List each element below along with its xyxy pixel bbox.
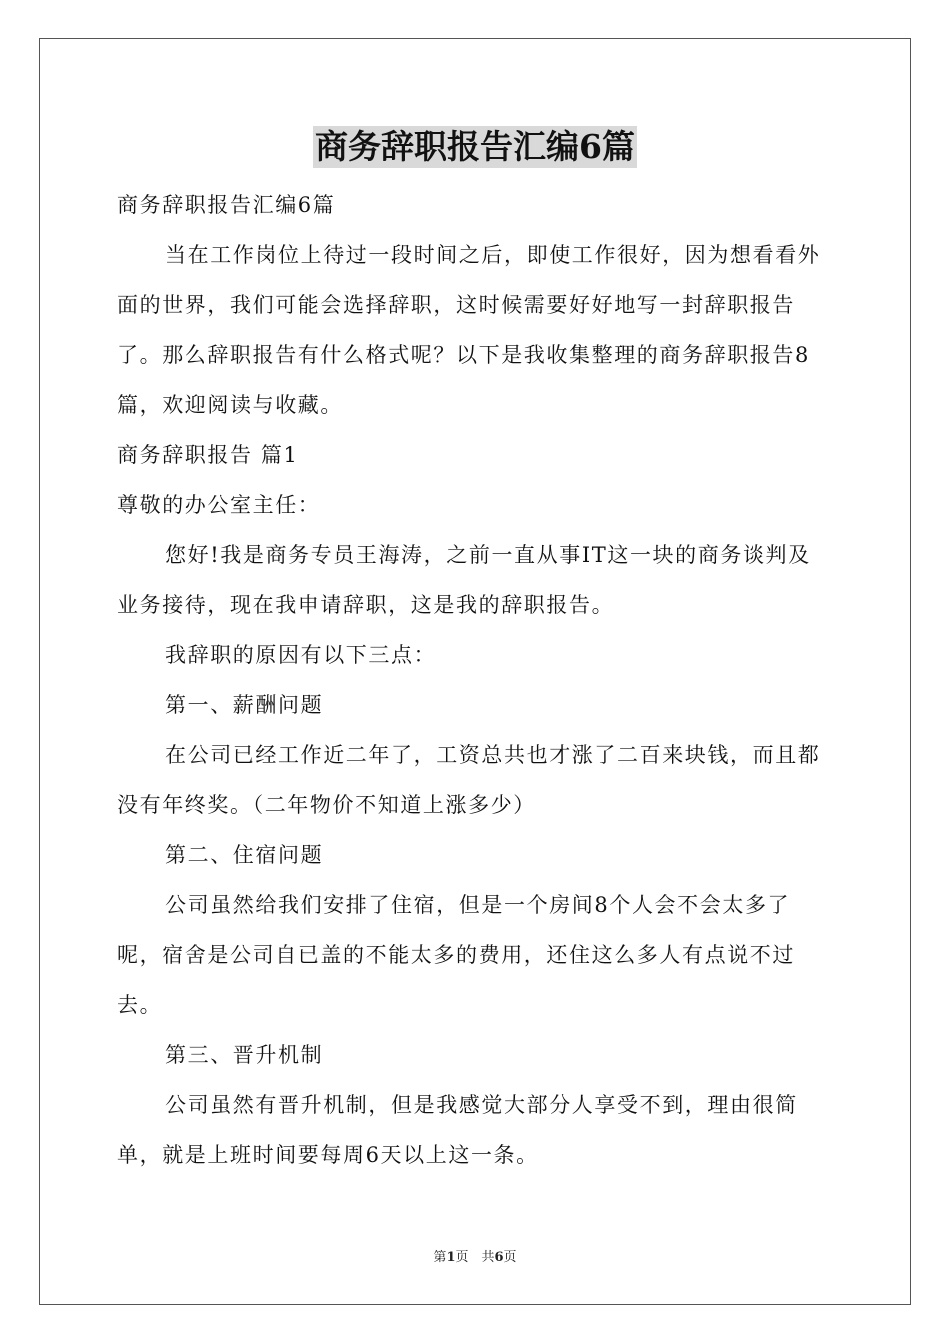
reason-heading: 第一、薪酬问题	[165, 693, 324, 717]
salutation: 尊敬的办公室主任：	[117, 493, 321, 517]
paragraph: 在公司已经工作近二年了，工资总共也才涨了二百来块钱，而且都没有年终奖。（二年物价不知道上涨多少）	[117, 743, 821, 817]
paragraph: 当在工作岗位上待过一段时间之后，即使工作很好，因为想看看外面的世界，我们可能会选择辞职，这时候需要好好地写一封辞职报告了。那么辞职报告有什么格式呢？以下是我收集整理的商务辞职报告8篇，欢迎阅读与收藏。	[117, 243, 821, 417]
reason-heading: 第三、晋升机制	[165, 1043, 324, 1067]
document-title: 商务辞职报告汇编6篇	[315, 127, 635, 166]
page-current: 1	[446, 1250, 456, 1265]
paragraph: 公司虽然给我们安排了住宿，但是一个房间8个人会不会太多了呢，宿舍是公司自已盖的不能太多的费用，还住这么多人有点说不过去。	[117, 893, 795, 1017]
page-prefix: 第	[433, 1250, 447, 1265]
title-container	[0, 126, 950, 168]
reason-heading: 第二、住宿问题	[165, 843, 324, 867]
paragraph: 公司虽然有晋升机制，但是我感觉大部分人享受不到，理由很简单，就是上班时间要每周6天以上这一条。	[117, 1093, 798, 1167]
section-heading: 商务辞职报告 篇1	[117, 443, 299, 467]
page-mid: 页 共	[455, 1250, 495, 1265]
page-footer	[0, 1246, 950, 1265]
page-total: 6	[494, 1250, 504, 1265]
page-suffix: 页	[503, 1250, 517, 1265]
paragraph: 您好!我是商务专员王海涛，之前一直从事IT这一块的商务谈判及业务接待，现在我申请辞职，这是我的辞职报告。	[117, 543, 811, 617]
paragraph: 我辞职的原因有以下三点：	[165, 643, 437, 667]
document-body	[117, 180, 833, 1180]
paragraph: 商务辞职报告汇编6篇	[117, 193, 336, 217]
